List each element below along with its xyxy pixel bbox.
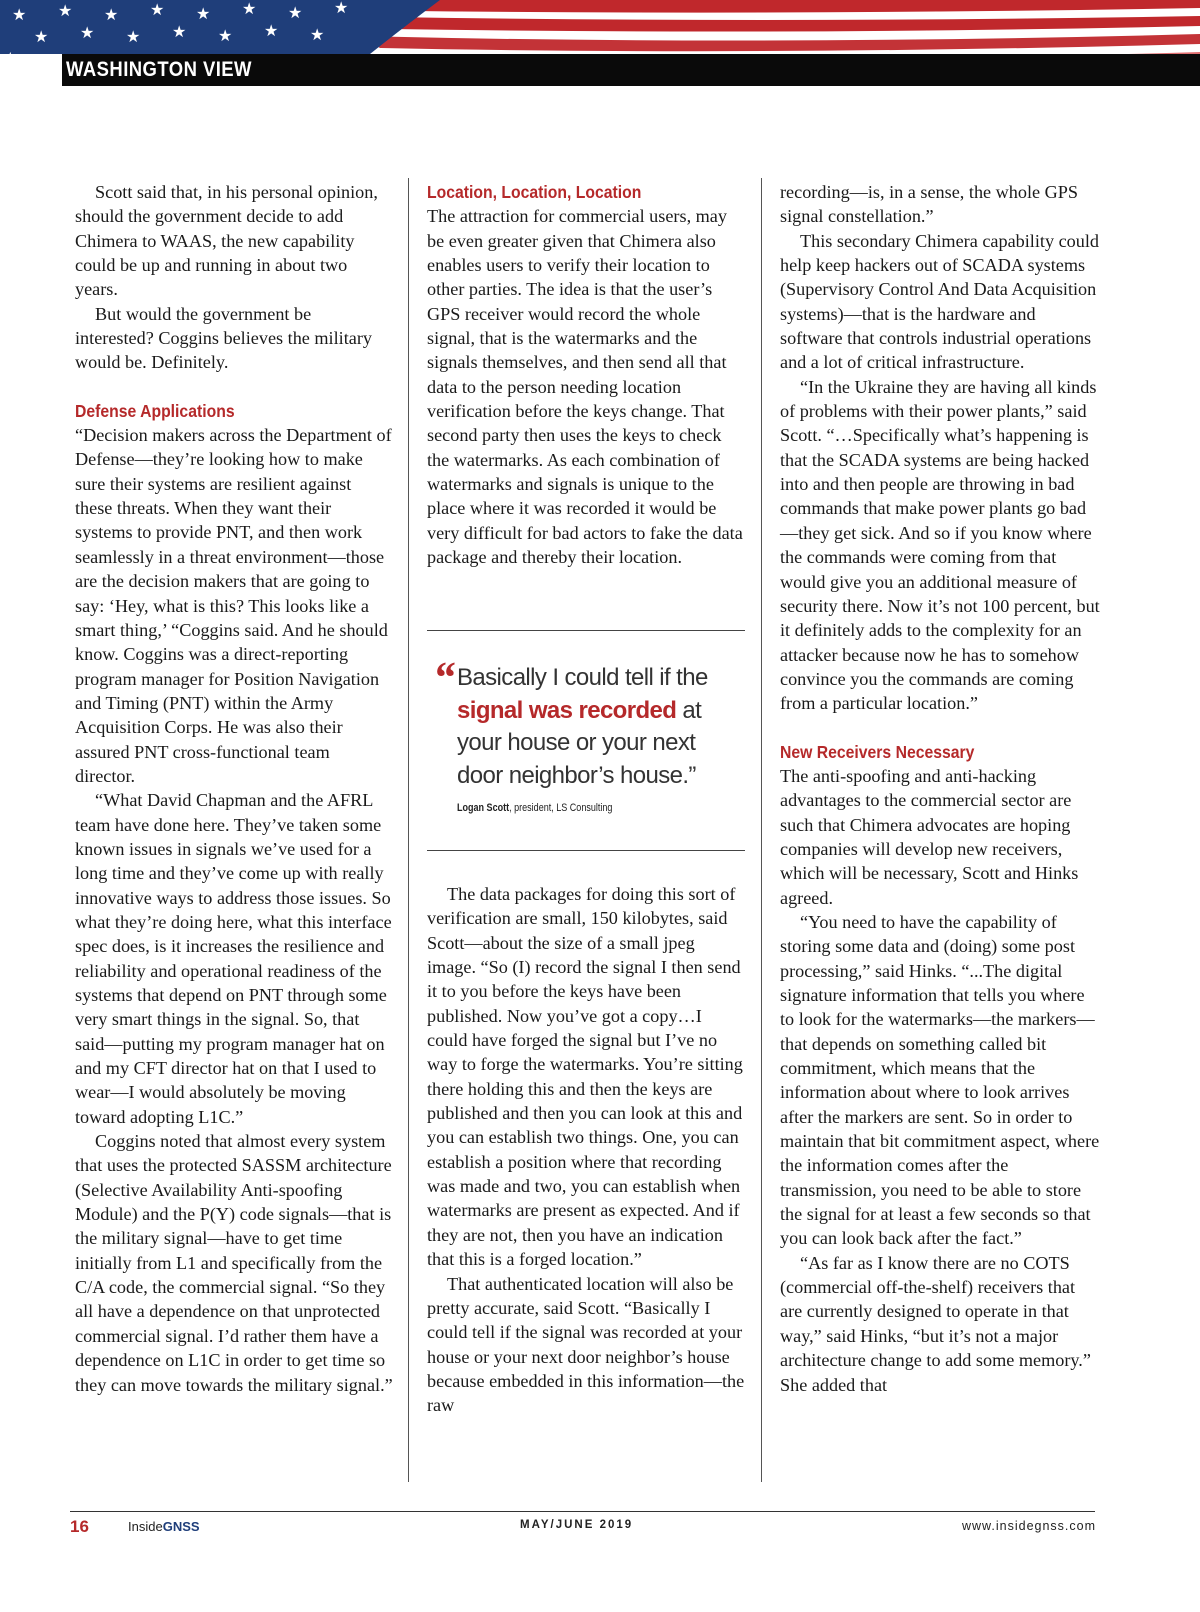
column-divider bbox=[408, 178, 409, 1482]
column-2-continued bbox=[427, 882, 745, 1418]
attribution-name: Logan Scott bbox=[457, 802, 510, 814]
pull-quote-top-rule bbox=[427, 630, 745, 631]
subheading-defense-applications: Defense Applications bbox=[75, 400, 235, 421]
paragraph: “Decision makers across the Department of Defense—they’re looking how to make sure their systems are resilient against these threats. When they want their systems to provide PNT, and then work seamlessly in a threat environment—those are the decision makers that are going to say: ‘Hey, what is this? This looks like a smart thing,’ “Coggins said. And he should know. Coggins was a direct-reporting program manager for Position Navigation and Timing (PNT) within the Army Acquisition Corps. He was also their assured PNT cross-functional team director. bbox=[75, 425, 392, 786]
subheading-location: Location, Location, Location bbox=[427, 182, 642, 202]
svg-text:★: ★ bbox=[34, 27, 49, 46]
svg-text:★: ★ bbox=[218, 26, 233, 45]
svg-text:★: ★ bbox=[12, 5, 27, 24]
paragraph: The attraction for commercial users, may be even greater given that Chimera also enables users to verify their location to other parties. The idea is that the user’s GPS receiver would record the whole signal, that is the watermarks and the signals themselves, and then send all that data to the person needing location verification before the keys change. That second party then uses the keys to check the watermarks. As each combination of watermarks and signals is unique to the place where it was recorded it would be very difficult for bad actors to fake the data package and thereby their location. bbox=[427, 206, 743, 568]
column-1 bbox=[75, 180, 393, 1397]
svg-text:★: ★ bbox=[310, 25, 325, 44]
svg-text:★: ★ bbox=[242, 0, 257, 18]
paragraph: The anti-spoofing and anti-hacking advantages to the commercial sector are such that Chimera advocates are hoping companies will develop new receivers, which will be necessary, Scott and Hinks agreed. bbox=[780, 765, 1079, 908]
column-divider bbox=[761, 178, 762, 1482]
section-title: WASHINGTON VIEW bbox=[66, 58, 252, 81]
paragraph: “What David Chapman and the AFRL team have done here. They’ve taken some known issues in signals we’ve used for a long time and they’ve come up with really innovative ways to address those issues. So what they’re doing here, what this interface spec does, is it increases the resilience and reliability and operational readiness of the systems that depend on PNT through some very smart things in the signal. So, that said—putting my program manager hat on and my CFT director hat on that I used to wear—I would absolutely be moving toward adopting L1C.” bbox=[75, 790, 392, 1127]
brand-suffix: GNSS bbox=[162, 1519, 200, 1534]
pull-quote-bottom-rule bbox=[427, 850, 745, 851]
paragraph: But would the government be interested? Coggins believes the military would be. Definitely. bbox=[75, 303, 372, 373]
paragraph: That authenticated location will also be pretty accurate, said Scott. “Basically I could tell if the signal was recorded at your house or your next door neighbor’s house because embedded in this information—the raw bbox=[427, 1273, 745, 1416]
paragraph: “As far as I know there are no COTS (commercial off-the-shelf) receivers that are currently designed to operate in that way,” said Hinks, “but it’s not a major architecture change to add some memory.” She added that bbox=[780, 1252, 1091, 1395]
pull-quote-attribution bbox=[457, 802, 612, 814]
paragraph: “In the Ukraine they are having all kinds of problems with their power plants,” said Scott. “…Specifically what’s happening is that the SCADA systems are being hacked into and then people are throwing in bad commands that make power plants go bad—they get sick. And so if you know where the commands were coming from that would give you an additional measure of security there. Now it’s not 100 percent, but it definitely adds to the complexity for an attacker because now he has to somehow convince you the commands are coming from a particular location.” bbox=[780, 376, 1100, 714]
paragraph: recording—is, in a sense, the whole GPS signal constellation.” bbox=[780, 182, 1079, 227]
magazine-brand bbox=[128, 1519, 200, 1534]
paragraph: “You need to have the capability of storing some data and (doing) some post processing,” said Hinks. “...The digital signature information that tells you where to look for the watermarks—the markers—that depends on something called bit commitment, which means that the information about where to look arrives after the markers are sent. So in order to maintain that bit commitment aspect, where the information comes after the transmission, you need to be able to store the signal for at least a few seconds so that you can look back after the fact.” bbox=[780, 911, 1100, 1249]
column-3 bbox=[780, 180, 1100, 1397]
svg-text:★: ★ bbox=[196, 4, 211, 23]
page-number: 16 bbox=[70, 1517, 89, 1536]
svg-text:★: ★ bbox=[58, 1, 73, 20]
attribution-role: , president, LS Consulting bbox=[509, 802, 613, 814]
footer-rule bbox=[70, 1511, 1095, 1512]
quote-mark-icon: “ bbox=[433, 653, 455, 702]
pull-quote bbox=[457, 662, 747, 792]
pull-quote-highlight: signal was recorded bbox=[457, 696, 677, 724]
svg-text:★: ★ bbox=[288, 3, 303, 22]
svg-text:★: ★ bbox=[264, 21, 279, 40]
paragraph: The data packages for doing this sort of verification are small, 150 kilobytes, said Scott—about the size of a small jpeg image. “So (I) record the signal I then send it to you before the keys have been published. Now you’ve got a copy…I could have forged the signal but I’ve no way to forge the watermarks. You’re sitting there holding this and then the keys are published and then you can look at this and you can establish two things. One, you can establish a position where that recording was made and two, you can establish when watermarks are present as expected. And if they are not, then you have an indication that this is a forged location.” bbox=[427, 884, 743, 1270]
svg-text:★: ★ bbox=[4, 50, 17, 66]
paragraph: This secondary Chimera capability could help keep hackers out of SCADA systems (Supervisory Control And Data Acquisition systems)—that is the hardware and software that controls industrial operations and a lot of critical infrastructure. bbox=[780, 230, 1099, 373]
issue-date: MAY/JUNE 2019 bbox=[520, 1519, 634, 1531]
pull-quote-text: at your house or your next door neighbor’s house.” bbox=[457, 696, 702, 789]
svg-text:★: ★ bbox=[150, 0, 165, 19]
column-2 bbox=[427, 180, 745, 570]
svg-text:★: ★ bbox=[334, 0, 349, 17]
subheading-new-receivers: New Receivers Necessary bbox=[780, 741, 975, 762]
pull-quote-text: Basically I could tell if the bbox=[457, 664, 708, 691]
svg-text:★: ★ bbox=[172, 22, 187, 41]
svg-text:★: ★ bbox=[126, 27, 141, 46]
svg-text:★: ★ bbox=[104, 5, 119, 24]
paragraph: Coggins noted that almost every system that uses the protected SASSM architecture (Selective Availability Anti-spoofing Module) and the P(Y) code signals—that is the military signal—have to get time initially from L1 and specifically from the C/A code, the commercial signal. “So they all have a dependence on that unprotected commercial signal. I’d rather them have a dependence on L1C in order to get time so they can move towards the military signal.” bbox=[75, 1131, 393, 1395]
paragraph: Scott said that, in his personal opinion, should the government decide to add Chimera to WAAS, the new capability could be up and running in about two years. bbox=[75, 182, 378, 300]
brand-prefix: Inside bbox=[128, 1519, 163, 1534]
svg-text:★: ★ bbox=[80, 23, 95, 42]
website-url: www.insidegnss.com bbox=[962, 1519, 1097, 1533]
